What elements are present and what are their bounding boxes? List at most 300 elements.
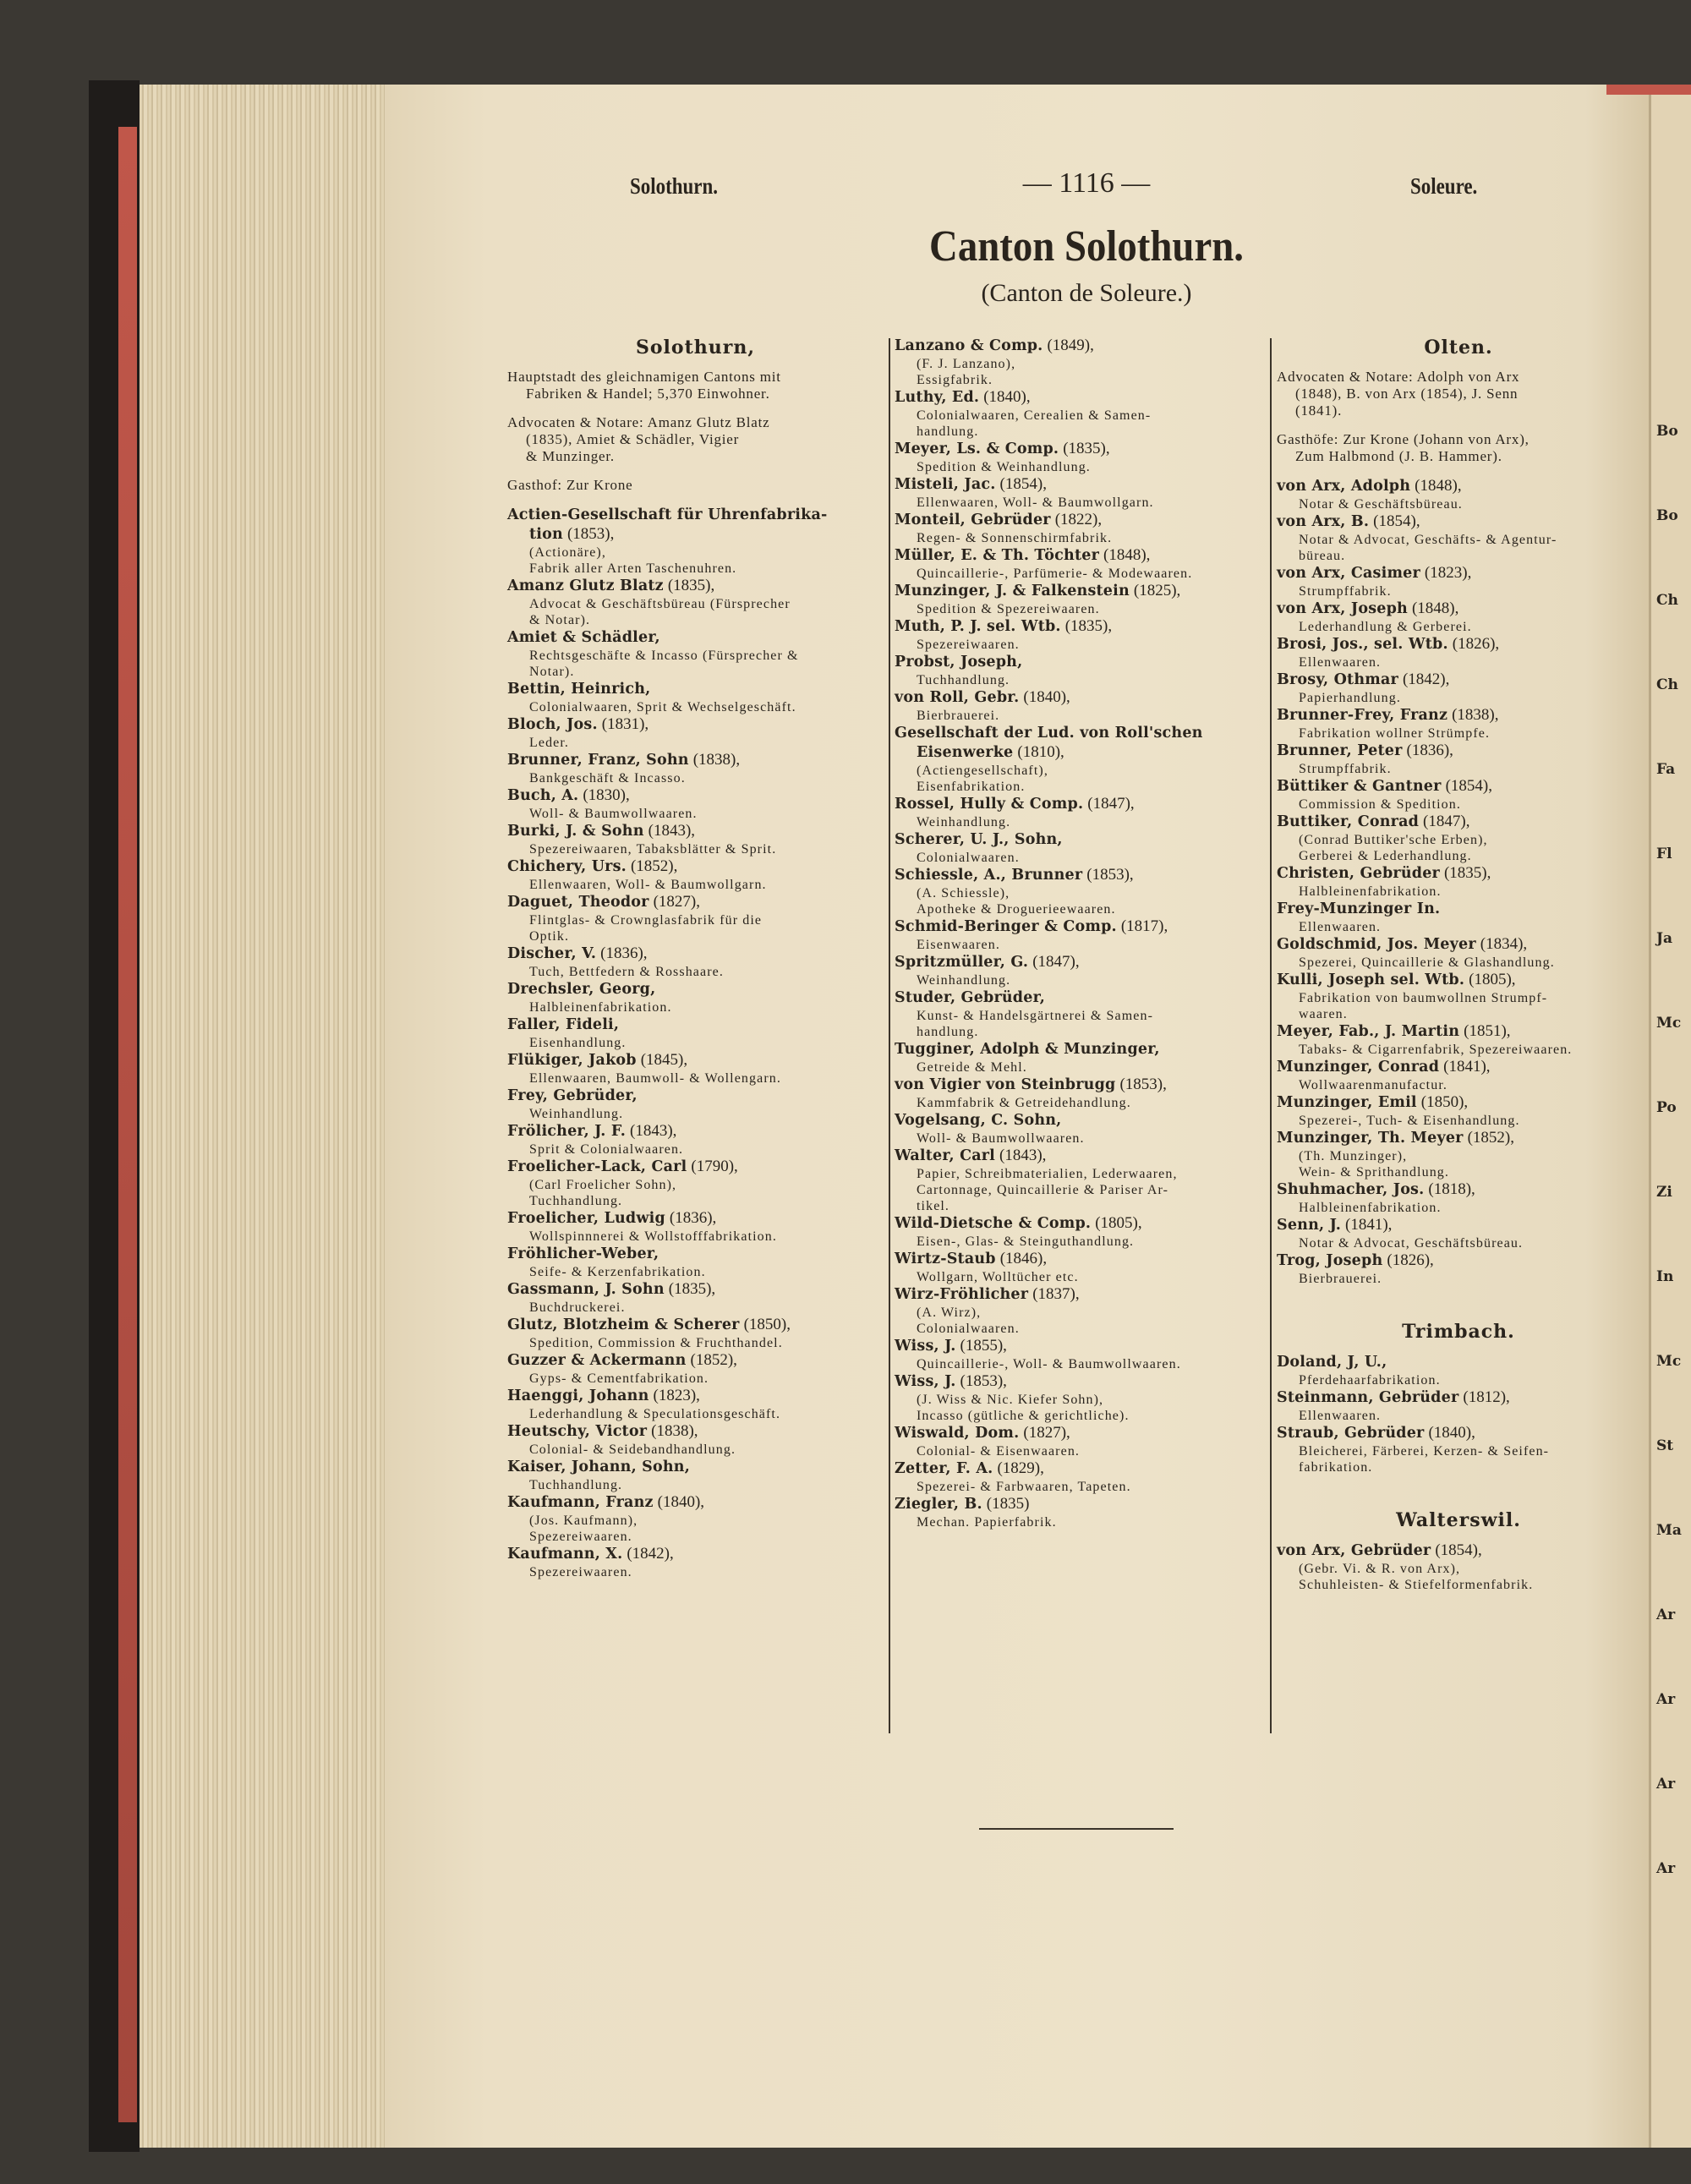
- directory-entry: [895, 1214, 1267, 1250]
- entry-description: Tabaks- & Cigarrenfabrik, Spezereiwaaren.: [1299, 1043, 1573, 1057]
- directory-entry: [507, 1087, 884, 1122]
- entry-year: (1838),: [1452, 706, 1499, 724]
- entry-name: Wiss, J.: [895, 1373, 956, 1390]
- entry-name: Meyer, Fab., J. Martin: [1277, 1023, 1460, 1040]
- entry-year: (1805),: [1095, 1214, 1142, 1232]
- entry-year: (1841),: [1443, 1058, 1491, 1076]
- entry-heading: [895, 440, 1267, 459]
- entry-heading: [507, 1316, 884, 1335]
- note-line: Fabriken & Handel; 5,370 Einwohner.: [526, 386, 770, 402]
- note-line: Gasthof: Zur Krone: [507, 477, 633, 493]
- entry-description: Notar & Geschäftsbüreau.: [1299, 497, 1463, 512]
- entry-name: Christen, Gebrüder: [1277, 865, 1440, 882]
- entry-heading: [895, 1147, 1267, 1166]
- entry-description: (A. Wirz),: [917, 1305, 982, 1320]
- entry-name: Straub, Gebrüder: [1277, 1425, 1425, 1442]
- entry-name: Chichery, Urs.: [507, 858, 627, 875]
- entry-year: (1835),: [667, 577, 715, 594]
- entry-name: Glutz, Blotzheim & Scherer: [507, 1316, 740, 1333]
- next-page-fragment: Ar: [1656, 1776, 1676, 1793]
- entry-heading: [1277, 813, 1640, 832]
- entry-year: (1848),: [1411, 599, 1459, 617]
- entry-year: (1812),: [1463, 1388, 1510, 1406]
- entry-description: Gyps- & Cementfabrikation.: [529, 1371, 709, 1386]
- entry-name: Müller, E. & Th. Töchter: [895, 547, 1099, 564]
- entry-year: (1823),: [653, 1387, 700, 1404]
- entry-year: (1830),: [583, 786, 630, 804]
- entry-year: (1835),: [1443, 864, 1491, 882]
- directory-entry: [895, 388, 1267, 440]
- entry-description: Gerberei & Lederhandlung.: [1299, 849, 1472, 863]
- entry-name: Muth, P. J. sel. Wtb.: [895, 618, 1061, 635]
- entry-heading: [1277, 599, 1640, 619]
- directory-entry: [895, 1285, 1267, 1337]
- entry-description: Weinhandlung.: [917, 973, 1011, 988]
- entry-description: Halbleinenfabrikation.: [1299, 1201, 1442, 1215]
- directory-entry: [507, 857, 884, 893]
- entry-year: (1852),: [1467, 1129, 1514, 1147]
- entry-heading: [895, 1424, 1267, 1443]
- entry-description: (A. Schiessle),: [917, 886, 1010, 900]
- entry-name: Brunner, Peter: [1277, 742, 1403, 759]
- directory-entry: [507, 1015, 884, 1051]
- entry-name: Fröhlicher-Weber,: [507, 1245, 659, 1262]
- entry-description: Leder.: [529, 736, 570, 750]
- next-page-fragment: Ar: [1656, 1607, 1676, 1623]
- entry-heading: [507, 893, 884, 912]
- note-line: Hauptstadt des gleichnamigen Cantons mit: [507, 369, 781, 385]
- directory-entry: [507, 577, 884, 628]
- entry-name: Probst, Joseph,: [895, 654, 1023, 671]
- entry-name: Buttiker, Conrad: [1277, 813, 1420, 830]
- entry-name: Rossel, Hully & Comp.: [895, 796, 1084, 813]
- entry-heading: [895, 1214, 1267, 1234]
- entry-description: Regen- & Sonnenschirmfabrik.: [917, 531, 1113, 545]
- directory-entry: [507, 680, 884, 715]
- entry-description: (Carl Froelicher Sohn),: [529, 1178, 677, 1192]
- directory-entry: [895, 1424, 1267, 1459]
- entry-year: (1840),: [1023, 688, 1070, 706]
- entry-heading: [1277, 864, 1640, 884]
- entry-name: Faller, Fideli,: [507, 1016, 620, 1033]
- entry-description: handlung.: [917, 1025, 979, 1039]
- entry-description: & Notar).: [529, 613, 591, 627]
- directory-entry: [1277, 777, 1640, 813]
- entry-year: (1836),: [600, 944, 648, 962]
- section-note: [1277, 431, 1640, 465]
- entry-year: (1853),: [1086, 866, 1134, 884]
- entry-description: Papierhandlung.: [1299, 691, 1401, 705]
- entry-heading: [895, 688, 1267, 708]
- entry-year: (1840),: [1428, 1424, 1475, 1442]
- entry-description: Bierbrauerei.: [917, 709, 1000, 723]
- entry-description: Mechan. Papierfabrik.: [917, 1515, 1057, 1530]
- entry-name: Frölicher, J. F.: [507, 1123, 627, 1140]
- next-page-fragment: Bo: [1656, 507, 1678, 524]
- section-note: [507, 477, 884, 494]
- entry-year: (1837),: [1032, 1285, 1080, 1303]
- entry-heading: [1277, 564, 1640, 583]
- entry-description: Lederhandlung & Gerberei.: [1299, 620, 1472, 634]
- entry-heading: [1277, 706, 1640, 725]
- entry-description: Sprit & Colonialwaaren.: [529, 1142, 684, 1157]
- directory-entry: [895, 511, 1267, 546]
- entry-heading: [895, 582, 1267, 601]
- entry-description: Ellenwaaren, Baumwoll- & Wollengarn.: [529, 1071, 781, 1086]
- entry-year: (1842),: [1402, 671, 1450, 688]
- entry-name: Kaufmann, X.: [507, 1546, 623, 1563]
- directory-entry: [1277, 864, 1640, 900]
- entry-description: Tuchhandlung.: [529, 1478, 623, 1492]
- entry-heading: [1277, 512, 1640, 532]
- directory-entry: [1277, 635, 1640, 671]
- entry-year: (1827),: [1023, 1424, 1070, 1442]
- next-page-fragment: In: [1656, 1268, 1674, 1285]
- entry-year: (1850),: [743, 1316, 791, 1333]
- entry-heading: [895, 546, 1267, 566]
- entry-heading: [1277, 1353, 1640, 1372]
- running-head-right: Soleure.: [1410, 173, 1478, 199]
- entry-heading: [507, 1545, 884, 1564]
- column-divider: [1270, 338, 1272, 1733]
- entry-heading: [507, 1458, 884, 1477]
- entry-name: Brosi, Jos., sel. Wtb.: [1277, 636, 1448, 653]
- column-left: [507, 337, 884, 1580]
- entry-year: (1849),: [1047, 337, 1094, 354]
- directory-entry: [507, 944, 884, 980]
- page-title: Canton Solothurn.: [929, 222, 1244, 271]
- entry-name: Scherer, U. J., Sohn,: [895, 831, 1063, 848]
- entry-name: Actien-Gesellschaft für Uhrenfabrika-: [507, 506, 828, 523]
- entry-name: Kaufmann, Franz: [507, 1494, 654, 1511]
- entry-description: Eisenfabrikation.: [917, 780, 1026, 794]
- directory-entry: [895, 337, 1267, 388]
- section-heading: Walterswil.: [1396, 1509, 1521, 1531]
- next-page-fragment: Fl: [1656, 846, 1672, 862]
- page-number: — 1116 —: [1022, 167, 1151, 199]
- directory-entry: [1277, 1251, 1640, 1287]
- entry-description: Colonialwaaren.: [917, 851, 1020, 865]
- entry-description: (Actiengesellschaft),: [917, 764, 1048, 778]
- entry-description: Spezereiwaaren.: [529, 1530, 632, 1544]
- entry-name: Meyer, Ls. & Comp.: [895, 441, 1059, 457]
- entry-description: Colonial- & Eisenwaaren.: [917, 1444, 1081, 1459]
- entry-name: Amanz Glutz Blatz: [507, 577, 664, 594]
- entry-description: (F. J. Lanzano),: [917, 357, 1016, 371]
- directory-entry: [507, 1122, 884, 1158]
- entry-year: (1838),: [651, 1422, 698, 1440]
- entry-heading: [507, 944, 884, 964]
- entry-description: Strumpffabrik.: [1299, 584, 1392, 599]
- entry-year: (1822),: [1054, 511, 1103, 528]
- entry-year: (1847),: [1032, 953, 1080, 971]
- entry-year: (1841),: [1345, 1216, 1393, 1234]
- entry-name: Ziegler, B.: [895, 1496, 982, 1513]
- directory-entry: [507, 1545, 884, 1580]
- entry-heading: [507, 1387, 884, 1406]
- directory-entry: [895, 1495, 1267, 1530]
- entry-year: (1835): [986, 1495, 1030, 1513]
- entry-name: Monteil, Gebrüder: [895, 512, 1051, 528]
- directory-entry: [895, 1337, 1267, 1372]
- section-note: [507, 414, 884, 465]
- entry-name: Goldschmid, Jos. Meyer: [1277, 936, 1476, 953]
- entry-name: von Arx, Gebrüder: [1277, 1542, 1431, 1559]
- entry-description: Buchdruckerei.: [529, 1300, 626, 1315]
- entry-description: Apotheke & Droguerieewaaren.: [917, 902, 1116, 917]
- entry-year: (1842),: [627, 1545, 674, 1563]
- entry-year: (1834),: [1480, 935, 1528, 953]
- entry-description: Flintglas- & Crownglasfabrik für die: [529, 913, 763, 928]
- next-page-fragment: Fa: [1656, 761, 1676, 778]
- entry-year: (1854),: [999, 475, 1047, 493]
- entry-year: (1810),: [1017, 743, 1064, 761]
- entry-heading: [1277, 671, 1640, 690]
- entry-name: Büttiker & Gantner: [1277, 778, 1442, 795]
- directory-entry: [895, 830, 1267, 866]
- directory-entry: [507, 1351, 884, 1387]
- directory-entry: [1277, 1424, 1640, 1475]
- entry-name: von Arx, Joseph: [1277, 600, 1408, 617]
- entry-name: Trog, Joseph: [1277, 1252, 1383, 1269]
- directory-entry: [507, 506, 884, 577]
- entry-heading: [895, 1495, 1267, 1514]
- entry-description: Kunst- & Handelsgärtnerei & Samen-: [917, 1009, 1154, 1023]
- entry-name: Lanzano & Comp.: [895, 337, 1043, 354]
- entry-description: Fabrik aller Arten Taschenuhren.: [529, 561, 737, 576]
- directory-entry: [1277, 1058, 1640, 1093]
- entry-heading: [895, 1250, 1267, 1269]
- note-line: & Munzinger.: [526, 448, 615, 464]
- entry-name: Studer, Gebrüder,: [895, 989, 1046, 1006]
- entry-heading: [1277, 1216, 1640, 1235]
- entry-description: Ellenwaaren.: [1299, 1409, 1382, 1423]
- entry-heading: [1277, 971, 1640, 990]
- entry-description: Bankgeschäft & Incasso.: [529, 771, 686, 785]
- entry-year: (1829),: [997, 1459, 1044, 1477]
- directory-entry: [507, 1422, 884, 1458]
- entry-heading: [1277, 1424, 1640, 1443]
- entry-year: (1835),: [668, 1280, 716, 1298]
- entry-year: (1855),: [960, 1337, 1007, 1355]
- directory-entry: [1277, 1388, 1640, 1424]
- entry-description: (J. Wiss & Nic. Kiefer Sohn),: [917, 1393, 1104, 1407]
- entry-heading: [895, 795, 1267, 814]
- entry-heading: [507, 1493, 884, 1513]
- entry-name: Gesellschaft der Lud. von Roll'schen: [895, 725, 1203, 742]
- entry-year: (1852),: [630, 857, 678, 875]
- directory-entry: [507, 751, 884, 786]
- entry-name: Kaiser, Johann, Sohn,: [507, 1459, 691, 1475]
- directory-entry: [507, 1051, 884, 1087]
- entry-heading: [895, 653, 1267, 672]
- entry-description: Eisenhandlung.: [529, 1036, 627, 1050]
- directory-entry: [895, 1111, 1267, 1147]
- entry-description: Colonialwaaren, Cerealien & Samen-: [917, 408, 1152, 423]
- entry-heading: [507, 1087, 884, 1106]
- entry-description: Eisen-, Glas- & Steinguthandlung.: [917, 1234, 1135, 1249]
- entry-description: Wollwaarenmanufactur.: [1299, 1078, 1447, 1092]
- entry-name: Daguet, Theodor: [507, 894, 649, 911]
- entry-name: Wiswald, Dom.: [895, 1425, 1020, 1442]
- entry-year: (1817),: [1120, 917, 1168, 935]
- directory-entry: [507, 1280, 884, 1316]
- directory-entry: [895, 866, 1267, 917]
- entry-description: Quincaillerie-, Woll- & Baumwollwaaren.: [917, 1357, 1181, 1371]
- directory-entry: [1277, 706, 1640, 742]
- directory-entry: [507, 786, 884, 822]
- directory-entry: [507, 822, 884, 857]
- entry-name: Steinmann, Gebrüder: [1277, 1389, 1459, 1406]
- directory-entry: [507, 1158, 884, 1209]
- next-page-fragment: Ma: [1656, 1522, 1682, 1539]
- column-middle: [895, 337, 1267, 1530]
- entry-name: Buch, A.: [507, 787, 579, 804]
- entry-description: Fabrikation von baumwollnen Strumpf-: [1299, 991, 1548, 1005]
- entry-year: (1848),: [1415, 477, 1462, 495]
- directory-entry: [1277, 1216, 1640, 1251]
- entry-name: Frey, Gebrüder,: [507, 1087, 638, 1104]
- entry-description: Bleicherei, Färberei, Kerzen- & Seifen-: [1299, 1444, 1550, 1459]
- entry-description: Spedition & Spezereiwaaren.: [917, 602, 1100, 616]
- next-page-fragment: Po: [1656, 1099, 1677, 1116]
- entry-year: (1854),: [1435, 1541, 1482, 1559]
- directory-entry: [1277, 477, 1640, 512]
- entry-year: (1818),: [1428, 1180, 1475, 1198]
- next-page-fragment: Ch: [1656, 592, 1678, 609]
- entry-name: Walter, Carl: [895, 1147, 996, 1164]
- directory-entry: [895, 953, 1267, 988]
- entry-heading: [507, 506, 884, 525]
- entry-heading: [507, 822, 884, 841]
- entry-year: (1847),: [1423, 813, 1470, 830]
- entry-description: Halbleinenfabrikation.: [529, 1000, 672, 1015]
- note-line: (1841).: [1295, 402, 1343, 419]
- directory-entry: [895, 988, 1267, 1040]
- entry-name: Tugginer, Adolph & Munzinger,: [895, 1041, 1160, 1058]
- entry-description: Kammfabrik & Getreidehandlung.: [917, 1096, 1131, 1110]
- directory-entry: [895, 688, 1267, 724]
- entry-heading: [895, 475, 1267, 495]
- next-page-fragment: Mc: [1656, 1015, 1682, 1032]
- entry-heading: [507, 577, 884, 596]
- directory-entry: [507, 628, 884, 680]
- entry-year: (1854),: [1373, 512, 1420, 530]
- entry-year: (1835),: [1063, 440, 1110, 457]
- column-right: [1277, 337, 1640, 1593]
- entry-description: handlung.: [917, 424, 979, 439]
- column-divider: [889, 338, 890, 1733]
- entry-heading: [507, 1351, 884, 1371]
- entry-heading: [507, 1051, 884, 1070]
- next-page-fragment: Zi: [1656, 1184, 1672, 1201]
- directory-entry: [895, 653, 1267, 688]
- entry-heading: [507, 1158, 884, 1177]
- entry-name: Froelicher, Ludwig: [507, 1210, 665, 1227]
- entry-description: Spezereiwaaren.: [917, 638, 1020, 652]
- directory-entry: [1277, 1022, 1640, 1058]
- entry-year: (1805),: [1469, 971, 1516, 988]
- entry-heading: [895, 830, 1267, 850]
- entry-heading: [507, 1122, 884, 1141]
- directory-entry: [895, 724, 1267, 795]
- entry-heading: [895, 917, 1267, 937]
- entry-heading: [1277, 1129, 1640, 1148]
- entry-year: (1853),: [960, 1372, 1007, 1390]
- directory-entry: [1277, 1093, 1640, 1129]
- entry-name: Wirz-Fröhlicher: [895, 1286, 1029, 1303]
- entry-description: Spezerei- & Farbwaaren, Tapeten.: [917, 1480, 1131, 1494]
- entry-heading: [507, 1280, 884, 1300]
- entry-heading: [1277, 1388, 1640, 1408]
- entry-year: (1840),: [983, 388, 1031, 406]
- entry-name: Doland, J, U.,: [1277, 1354, 1387, 1371]
- entry-name-cont: tion: [529, 526, 563, 543]
- entry-name: Bloch, Jos.: [507, 716, 598, 733]
- note-line: Advocaten & Notare: Amanz Glutz Blatz: [507, 414, 770, 430]
- next-page-fragment: Mc: [1656, 1353, 1682, 1370]
- entry-heading: [507, 680, 884, 699]
- entry-name: Zetter, F. A.: [895, 1460, 993, 1477]
- entry-description: Lederhandlung & Speculationsgeschäft.: [529, 1407, 781, 1421]
- page-edges: [140, 85, 385, 2148]
- section-heading: Solothurn,: [636, 337, 755, 359]
- entry-heading: [507, 751, 884, 770]
- directory-entry: [895, 1372, 1267, 1424]
- entry-heading: [507, 715, 884, 735]
- entry-heading: [895, 1040, 1267, 1059]
- next-page-fragment: St: [1656, 1437, 1674, 1454]
- note-line: Gasthöfe: Zur Krone (Johann von Arx),: [1277, 431, 1530, 447]
- directory-entry: [895, 917, 1267, 953]
- directory-entry: [1277, 742, 1640, 777]
- entry-year: (1843),: [630, 1122, 677, 1140]
- entry-description: Notar).: [529, 665, 575, 679]
- entry-description: Spezereiwaaren.: [529, 1565, 632, 1579]
- entry-description: Advocat & Geschäftsbüreau (Fürsprecher: [529, 597, 791, 611]
- entry-year: (1838),: [692, 751, 741, 769]
- entry-name: von Roll, Gebr.: [895, 689, 1020, 706]
- section-note: [1277, 369, 1640, 419]
- entry-name: Burki, J. & Sohn: [507, 823, 644, 840]
- directory-entry: [895, 1076, 1267, 1111]
- entry-description: Tuch, Bettfedern & Rosshaare.: [529, 965, 724, 979]
- directory-entry: [507, 1458, 884, 1493]
- section-heading: Olten.: [1424, 337, 1493, 359]
- directory-entry: [1277, 599, 1640, 635]
- entry-year: (1854),: [1445, 777, 1492, 795]
- directory-entry: [507, 1316, 884, 1351]
- entry-year: (1853),: [566, 525, 615, 543]
- entry-description: Notar & Advocat, Geschäfts- & Agentur-: [1299, 533, 1557, 547]
- entry-heading: [507, 857, 884, 877]
- entry-description: (Gebr. Vi. & R. von Arx),: [1299, 1562, 1461, 1576]
- entry-name: Wiss, J.: [895, 1338, 956, 1355]
- entry-description: Wollspinnnerei & Wollstofffabrikation.: [529, 1229, 777, 1244]
- entry-heading: [1277, 1541, 1640, 1561]
- directory-entry: [507, 1387, 884, 1422]
- entry-name: Senn, J.: [1277, 1217, 1342, 1234]
- entry-description: Spezereiwaaren, Tabaksblätter & Sprit.: [529, 842, 777, 857]
- entry-heading: [1277, 777, 1640, 796]
- directory-entry: [1277, 935, 1640, 971]
- entry-name: Bettin, Heinrich,: [507, 681, 651, 698]
- entry-description: Colonialwaaren.: [917, 1322, 1020, 1336]
- entry-name: Brosy, Othmar: [1277, 671, 1398, 688]
- entry-description: Spedition & Weinhandlung.: [917, 460, 1091, 474]
- entry-description: Essigfabrik.: [917, 373, 993, 387]
- entry-heading-cont: [507, 525, 884, 545]
